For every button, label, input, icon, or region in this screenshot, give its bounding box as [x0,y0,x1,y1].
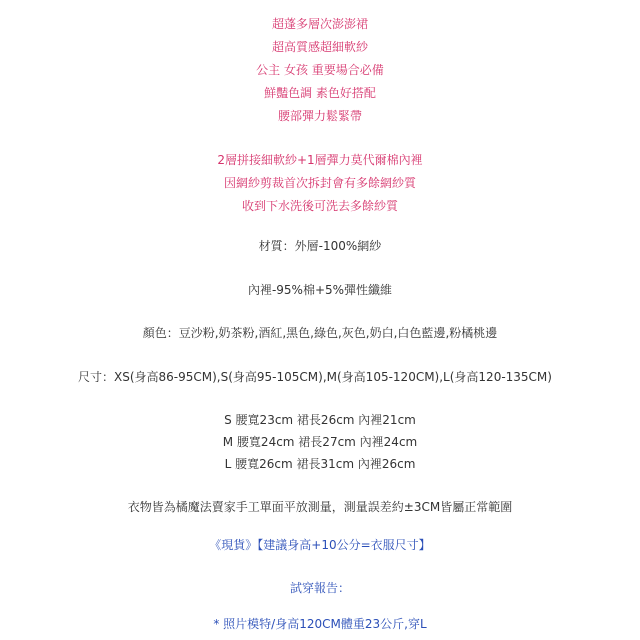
trial-report-title: 試穿報告： [289,581,350,595]
material-outer: 材質：外層-100%網紗 [258,239,382,253]
measurement-row: M 腰寬24cm 裙長27cm 內裡24cm [222,435,418,449]
intro-line: 超蓬多層次澎澎裙 [271,17,368,31]
intro-line: 鮮豔色調 素色好搭配 [264,86,376,100]
measurement-row: L 腰寬26cm 裙長31cm 內裡26cm [224,457,416,471]
size-options: 尺寸：XS(身高86-95CM),S(身高95-105CM),M(身高105-120CM),L(身高120-135CM) [78,370,552,384]
intro-line: 腰部彈力鬆緊帶 [277,109,362,123]
stock-note: 《現貨》【建議身高+10公分=衣服尺寸】 [209,538,431,552]
intro-line: 超高質感超細軟紗 [271,40,368,54]
fabric-note-line: 因網紗剪裁首次拆封會有多餘網紗質 [223,176,416,190]
intro-line: 公主 女孩 重要場合必備 [256,63,384,77]
material-lining: 內裡-95%棉+5%彈性纖維 [247,283,393,297]
fabric-note-line: 收到下水洗後可洗去多餘紗質 [241,199,398,213]
color-options: 顏色：豆沙粉,奶茶粉,酒紅,黑色,綠色,灰色,奶白,白色藍邊,粉橘桃邊 [142,326,498,340]
measurement-row: S 腰寬23cm 裙長26cm 內裡21cm [224,413,416,427]
measurement-note: 衣物皆為橘魔法賣家手工單面平放測量，測量誤差約±3CM皆屬正常範圍 [127,500,513,514]
trial-report-line: * 照片模特/身高120CM體重23公斤,穿L [213,617,427,631]
fabric-note-line: 2層拼接細軟紗+1層彈力莫代爾棉內裡 [217,153,423,167]
